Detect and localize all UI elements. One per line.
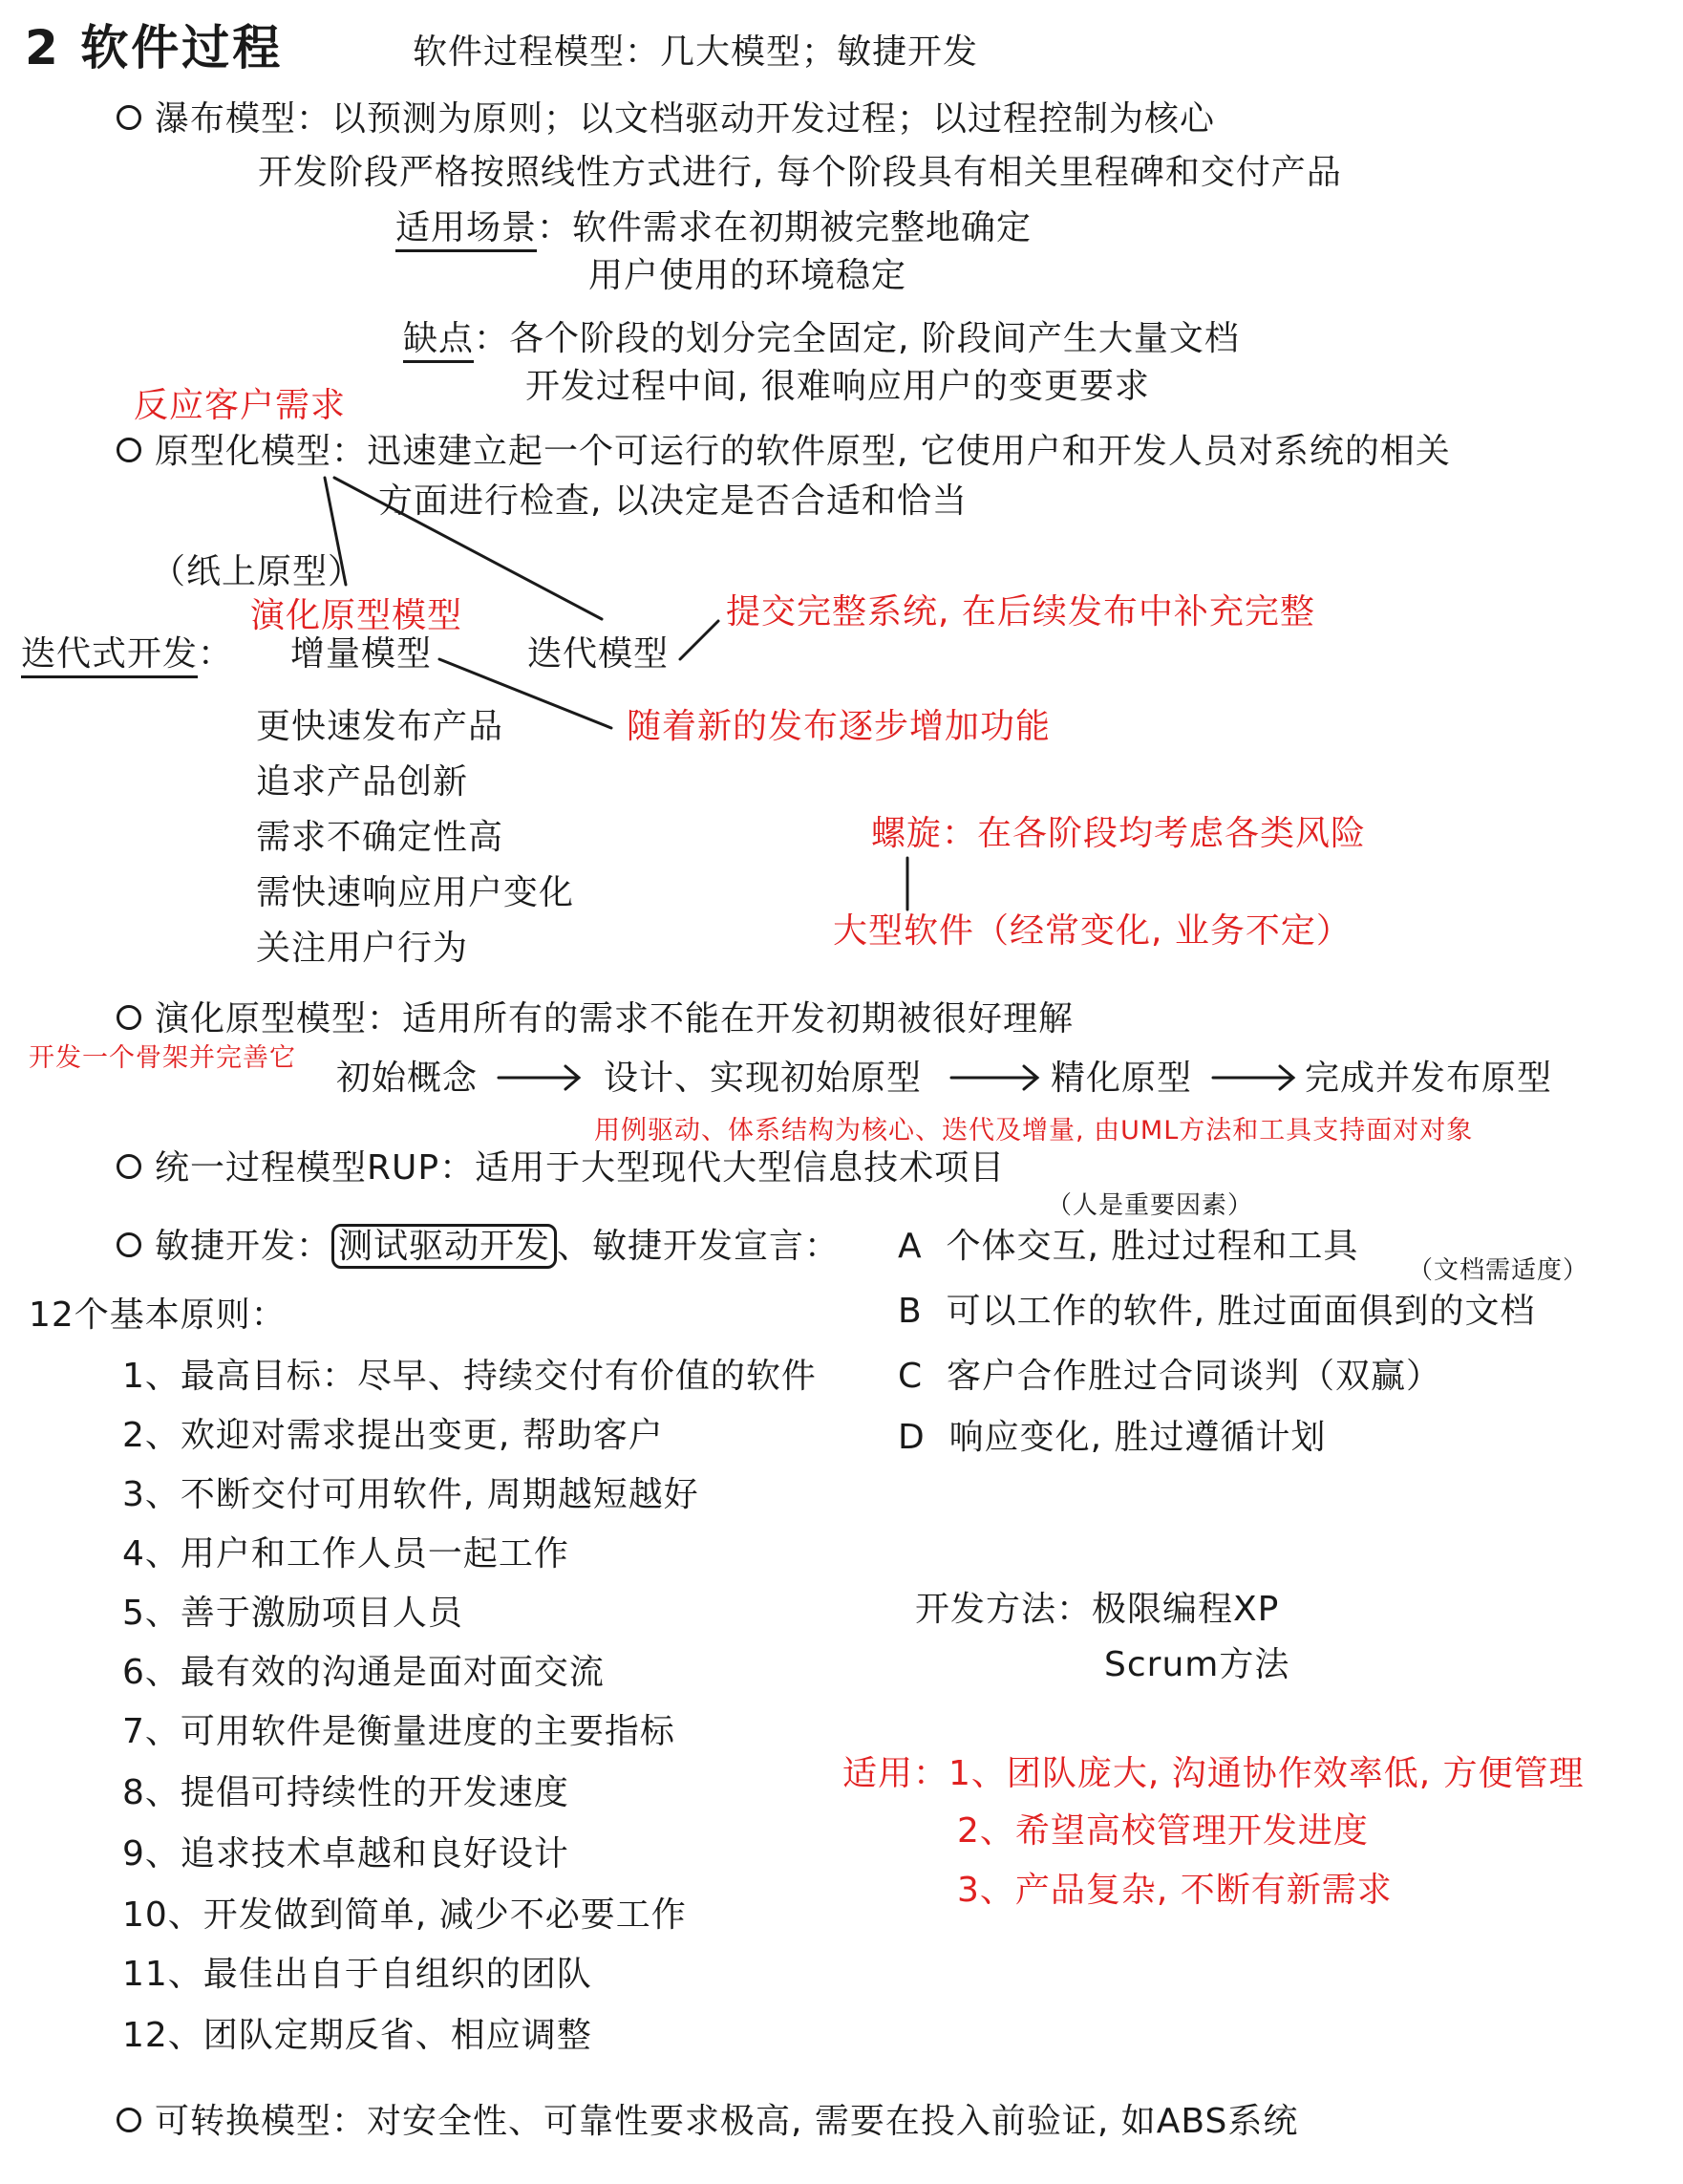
principle-item: 4、用户和工作人员一起工作: [122, 1534, 569, 1574]
evolution-label: 演化原型模型: [250, 596, 463, 635]
waterfall-scene: [395, 208, 1032, 247]
flow-step: 设计、实现初始原型: [604, 1059, 923, 1098]
rup-heading-text: 统一过程模型RUP：适用于大型现代大型信息技术项目: [155, 1148, 1006, 1188]
bullet-icon: [117, 1232, 141, 1257]
line-iterative-note: [680, 621, 718, 659]
flow-step: 完成并发布原型: [1305, 1059, 1553, 1098]
prototype-heading: [117, 432, 1451, 471]
principles-title: 12个基本原则：: [29, 1295, 287, 1335]
principle-item: 8、提倡可持续性的开发速度: [122, 1773, 569, 1812]
prototype-line2: 方面进行检查, 以决定是否合适和恰当: [378, 482, 968, 521]
flow-arrow-3: [1213, 1066, 1293, 1089]
manifesto-letter: A: [898, 1227, 923, 1266]
manifesto-text: 可以工作的软件, 胜过面面俱到的文档: [946, 1292, 1536, 1331]
benefit-item: 更快速发布产品: [256, 707, 504, 746]
bullet-icon: [117, 1154, 141, 1179]
doc-note: （文档需适度）: [1408, 1256, 1589, 1285]
manifesto-letter: B: [898, 1292, 923, 1331]
benefit-item: 追求产品创新: [256, 762, 469, 802]
people-note: （人是重要因素）: [1047, 1191, 1254, 1220]
spiral-note: 螺旋：在各阶段均考虑各类风险: [871, 814, 1367, 853]
principle-item: 10、开发做到简单, 减少不必要工作: [122, 1895, 687, 1935]
manifesto-letter: C: [898, 1357, 924, 1396]
apply-note: 适用：1、团队庞大, 沟通协作效率低, 方便管理: [842, 1754, 1585, 1793]
benefit-item: 需求不确定性高: [256, 818, 504, 857]
page-subtitle: 软件过程模型：几大模型；敏捷开发: [413, 32, 979, 72]
agile-suffix: 、敏捷开发宣言：: [557, 1227, 841, 1266]
principle-item: 11、最佳出自于自组织的团队: [122, 1955, 592, 1994]
scene-2: 用户使用的环境稳定: [588, 256, 907, 295]
manifesto-text: 客户合作胜过合同谈判（双赢）: [947, 1357, 1442, 1396]
iterative-dev: [21, 634, 233, 674]
methods-line1: 开发方法：极限编程XP: [915, 1590, 1280, 1629]
spiral-sub-note: 大型软件（经常变化, 业务不定）: [833, 911, 1352, 951]
iterative-dev-label: 迭代式开发: [21, 634, 198, 678]
prototype-note: 反应客户需求: [134, 386, 347, 425]
manifesto-letter: D: [898, 1418, 926, 1457]
principle-item: 5、善于激励项目人员: [122, 1594, 463, 1633]
waterfall-heading-text: 瀑布模型：以预测为原则；以文档驱动开发过程；以过程控制为核心: [155, 99, 1216, 139]
agile-heading: [117, 1227, 840, 1266]
tdd-box: 测试驱动开发: [331, 1224, 557, 1269]
manifesto-item: [898, 1418, 1327, 1457]
iterative-model: 迭代模型: [527, 634, 670, 674]
convertible-heading: [117, 2102, 1298, 2141]
principle-item: 1、最高目标：尽早、持续交付有价值的软件: [122, 1357, 817, 1396]
evolution-note: 开发一个骨架并完善它: [29, 1043, 296, 1073]
scene-label: 适用场景: [395, 208, 537, 252]
principle-item: 6、最有效的沟通是面对面交流: [122, 1653, 605, 1692]
principle-item: 7、可用软件是衡量进度的主要指标: [122, 1712, 675, 1751]
bullet-icon: [117, 105, 141, 130]
benefit-item: 需快速响应用户变化: [256, 873, 575, 912]
cons-label: 缺点: [403, 319, 474, 363]
rup-note: 用例驱动、体系结构为核心、迭代及增量, 由UML方法和工具支持面对对象: [594, 1116, 1474, 1146]
methods-line2: Scrum方法: [1104, 1645, 1290, 1684]
principle-item: 9、追求技术卓越和良好设计: [122, 1834, 569, 1874]
manifesto-item: [898, 1227, 1358, 1266]
waterfall-line2: 开发阶段严格按照线性方式进行, 每个阶段具有相关里程碑和交付产品: [258, 153, 1342, 192]
incremental-model: 增量模型: [290, 634, 433, 674]
scene-1: ：软件需求在初期被完整地确定: [537, 208, 1033, 247]
incremental-note: 随着新的发布逐步增加功能: [627, 707, 1052, 746]
prototype-heading-text: 原型化模型：迅速建立起一个可运行的软件原型, 它使用户和开发人员对系统的相关: [155, 432, 1451, 471]
rup-heading: [117, 1148, 1005, 1188]
paper-prototype: （纸上原型）: [151, 552, 364, 591]
iterative-dev-colon: ：: [198, 634, 234, 674]
bullet-icon: [117, 1005, 141, 1030]
principle-item: 12、团队定期反省、相应调整: [122, 2016, 592, 2055]
page-title: 2 软件过程: [25, 20, 284, 75]
principle-item: 3、不断交付可用软件, 周期越短越好: [122, 1475, 699, 1514]
benefit-item: 关注用户行为: [256, 929, 469, 968]
cons-1: ：各个阶段的划分完全固定, 阶段间产生大量文档: [474, 319, 1240, 358]
evolution-heading-text: 演化原型模型：适用所有的需求不能在开发初期被很好理解: [155, 999, 1075, 1038]
flow-step: 精化原型: [1051, 1059, 1193, 1098]
flow-arrow-1: [499, 1066, 579, 1089]
apply-note: 3、产品复杂, 不断有新需求: [957, 1871, 1393, 1910]
bullet-icon: [117, 438, 141, 462]
convertible-heading-text: 可转换模型：对安全性、可靠性要求极高, 需要在投入前验证, 如ABS系统: [155, 2102, 1299, 2141]
flow-arrow-2: [951, 1066, 1037, 1089]
iterative-note: 提交完整系统, 在后续发布中补充完整: [726, 592, 1315, 632]
principle-item: 2、欢迎对需求提出变更, 帮助客户: [122, 1416, 664, 1455]
manifesto-item: [898, 1292, 1535, 1331]
flow-step: 初始概念: [336, 1059, 479, 1098]
manifesto-item: [898, 1357, 1441, 1396]
waterfall-heading: [117, 99, 1215, 139]
evolution-heading: [117, 999, 1074, 1038]
manifesto-text: 个体交互, 胜过过程和工具: [946, 1227, 1359, 1266]
cons-2: 开发过程中间, 很难响应用户的变更要求: [525, 367, 1150, 406]
apply-note: 2、希望高校管理开发进度: [957, 1811, 1369, 1851]
agile-prefix: 敏捷开发：: [155, 1227, 332, 1266]
manifesto-text: 响应变化, 胜过遵循计划: [948, 1418, 1327, 1457]
waterfall-cons: [403, 319, 1240, 358]
bullet-icon: [117, 2108, 141, 2132]
